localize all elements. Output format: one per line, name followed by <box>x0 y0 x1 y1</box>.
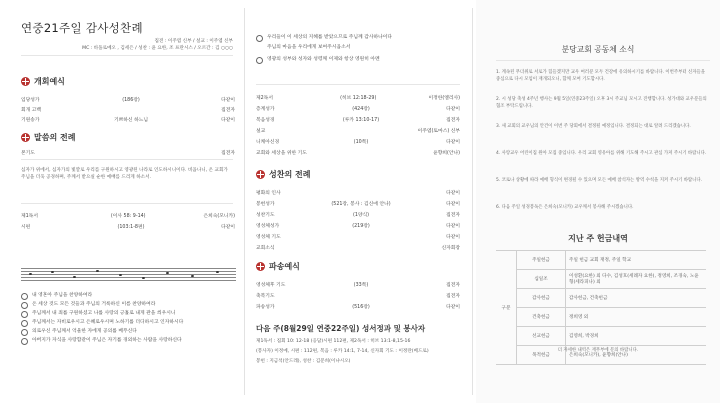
psalm-verse: 온 세상 것도 모든 것들과 주님의 거룩하신 이름 찬양하여라 <box>21 301 237 309</box>
psalm-verse: 의로우신 주님께서 억울한 자에게 공의를 베푸신다 <box>21 328 237 336</box>
service-row: 평화의 인사 다같이 <box>256 190 460 196</box>
psalm-verse: 내 영혼아 주님을 찬양하여라 <box>21 292 237 300</box>
service-row: 복음성경 (루카 13:10-17) 집전자 <box>256 117 460 123</box>
news-item: 1. 계속된 무더위로 서로가 힘들겠지만 교우 여러분 모두 건강에 유의하시기를 바랍니다. 이번주부터 신자들을 중심으로 다시 모임이 재개되오니, 함께 모여 기도합시다. <box>496 70 705 82</box>
service-row: 입당성가 (186장) 다같이 <box>21 97 235 103</box>
divider <box>21 203 233 204</box>
service-title: 연중21주일 감사성찬례 <box>21 21 143 35</box>
collect-prayer: 십자가 위에서, 십자가의 빛깔로 우리를 구원하시고 영광된 나라로 인도하시니이다. 비옵나니, 온 교회가 주님을 더욱 공경하며, 주께서 받으실 순한 예배를 드리게 하소서. <box>21 168 228 180</box>
section-title: 성찬의 전례 <box>269 169 311 179</box>
order-of-service-column <box>0 0 243 403</box>
cross-icon <box>21 133 30 142</box>
service-row: 본기도 집전자 <box>21 150 235 156</box>
section-word <box>21 131 75 143</box>
divider <box>21 55 233 56</box>
reading-row: 제1독서 (이사 58: 9-14) 은희숙(모니카) <box>21 213 235 219</box>
section-title: 개회예식 <box>34 76 65 86</box>
cross-icon <box>21 77 30 86</box>
table-row: 십일조 이성환(요한) 외 다수, 김성호(세례자 요한), 정영희, 조경숙, 노윤형(세라피나) 외 <box>496 270 706 289</box>
section-dismissal <box>256 260 300 272</box>
column-divider <box>244 8 245 395</box>
column-divider <box>472 8 473 395</box>
service-row: 층계성가 (424장) 다같이 <box>256 106 460 112</box>
service-row: 영성체성가 (219장) 다같이 <box>256 223 460 229</box>
offering-group-label: 구분 <box>496 251 517 365</box>
next-week-line: 봉헌 : 지금석(안드레), 성찬 : 김문희(이냐시오) <box>256 359 351 364</box>
service-row: 축복기도 집전자 <box>256 293 460 299</box>
service-row: 성찬기도 (1양식) 집전자 <box>256 212 460 218</box>
service-row: 영성체 기도 다같이 <box>256 234 460 240</box>
news-item: 6. 다음 주일 성경봉독은 은희숙(모니카) 교우께서 봉사해 주시겠습니다. <box>496 205 634 210</box>
table-row: 목적헌금 은희숙(모니카), 윤향희(안나) <box>496 346 706 365</box>
service-row: 봉헌성가 (521장, 봉사 : 김신애 안나) 다같이 <box>256 201 460 207</box>
next-week-title: 다음 주(8월29일 연중22주일) 성서정과 및 봉사자 <box>256 324 426 333</box>
service-row: 제2독서 (히브 12:18-29) 이정한(엘리사) <box>256 95 460 101</box>
prayer-line: 우리들이 이 세상의 지혜를 받았으므로 주님께 감사하나이다 <box>256 34 462 42</box>
news-column <box>476 0 720 403</box>
table-row: 구분 주일헌금 주일 헌금 교회 재정, 주일 학교 <box>496 251 706 270</box>
news-item: 3. 새 교회의 교우님의 안건이 이번 주 당회에서 결정될 예정입니다. 결정되는 대로 알려 드리겠습니다. <box>496 124 691 129</box>
service-row: 영성체후 기도 (33쪽) 집전자 <box>256 282 460 288</box>
service-officiants: 집전 : 이주엽 신부 / 설교 : 이주엽 신부 <box>154 39 233 44</box>
psalm-chant-score <box>21 268 236 282</box>
divider <box>21 159 233 160</box>
cross-icon <box>256 262 265 271</box>
table-row: 감사헌금 감사헌금, 건축헌금 <box>496 289 706 308</box>
reading-row: 시편 (103:1-8편) 다같이 <box>21 224 235 230</box>
divider <box>496 60 710 61</box>
section-title: 파송예식 <box>269 261 300 271</box>
service-assistants: MC : 바돌로메오 , 김세은 / 성찬 : 윤 요한, 조 프란시스 / 오르간 : 김 ○○○ <box>82 46 233 51</box>
order-of-service-column-2 <box>246 0 468 403</box>
table-row: 건축헌금 정희영 외 <box>496 308 706 327</box>
section-opening <box>21 75 65 87</box>
next-week-line: (봉사자) 이정예, 시편 : 112편, 복음 : 루카 14:1, 7-14, 신자회 기도 : 이정란(베드로) <box>256 349 429 354</box>
service-row: 교회소식 신자회장 <box>256 245 460 251</box>
news-title: 분당교회 공동체 소식 <box>561 45 635 54</box>
psalm-verse: 주님께서는 자비로우시고 은혜로우시며 노하기를 더디하시고 인자하시다 <box>21 319 237 327</box>
offering-note: 더 자세한 내역은 재무부에 문의 바랍니다. <box>557 348 639 353</box>
news-item: 4. 사랑교우 어린이집 원아 모집 중입니다. 우리 교회 영유아를 위해 기도해 주시고 관심 가져 주시기 바랍니다. <box>496 151 707 156</box>
offering-title: 지난 주 헌금내역 <box>568 234 628 243</box>
section-title: 말씀의 전례 <box>34 132 76 142</box>
service-row: 회개 고백 집전자 <box>21 107 235 113</box>
service-row: 파송성가 (516장) 다같이 <box>256 304 460 310</box>
service-row: 설교 이주엽(토마스) 신부 <box>256 128 460 134</box>
service-row: 교회와 세상을 위한 기도 윤향희(안나) <box>256 150 460 156</box>
prayer-line: 주님의 마음을 우리에게 보여주시옵소서 <box>267 45 351 50</box>
service-row: 니케아신경 (10쪽) 다같이 <box>256 139 460 145</box>
service-row: 기원송가 기쁘하신 하느님 다같이 <box>21 117 235 123</box>
psalm-verse: 주님께서 내 죄를 구원하셨고 나를 사랑의 긍휼로 내게 관을 씌우시니 <box>21 310 237 318</box>
next-week-line: 제1독서 : 집회 10: 12-18 (응답)시편 112편, 제2독서 : 히브 13:1-8,15-16 <box>256 339 411 344</box>
news-item: 5. 코로나 상황에 따라 예배 형식이 변경될 수 있으며 모든 예배 참석자는 방역 수칙을 지켜 주시기 바랍니다. <box>496 178 703 183</box>
prayer-line: 영광의 성부와 성자와 성령께 이제와 항상 영원히 아멘 <box>256 56 462 64</box>
psalm-verse: 아버지가 자식을 사랑함같이 주님은 자기를 경외하는 사람을 사랑하신다 <box>21 337 237 345</box>
news-item: 2. 시 성당 축성 4주년 행사는 9월 5일(연중23주일) 오후 3시 주교님 모시고 진행합니다. 성가대와 교우분들의 협조 부탁드립니다. <box>496 97 707 109</box>
section-eucharist <box>256 168 310 180</box>
cross-icon <box>256 170 265 179</box>
table-row: 선교헌금 김영희, 박경희 <box>496 327 706 346</box>
divider <box>256 84 460 85</box>
